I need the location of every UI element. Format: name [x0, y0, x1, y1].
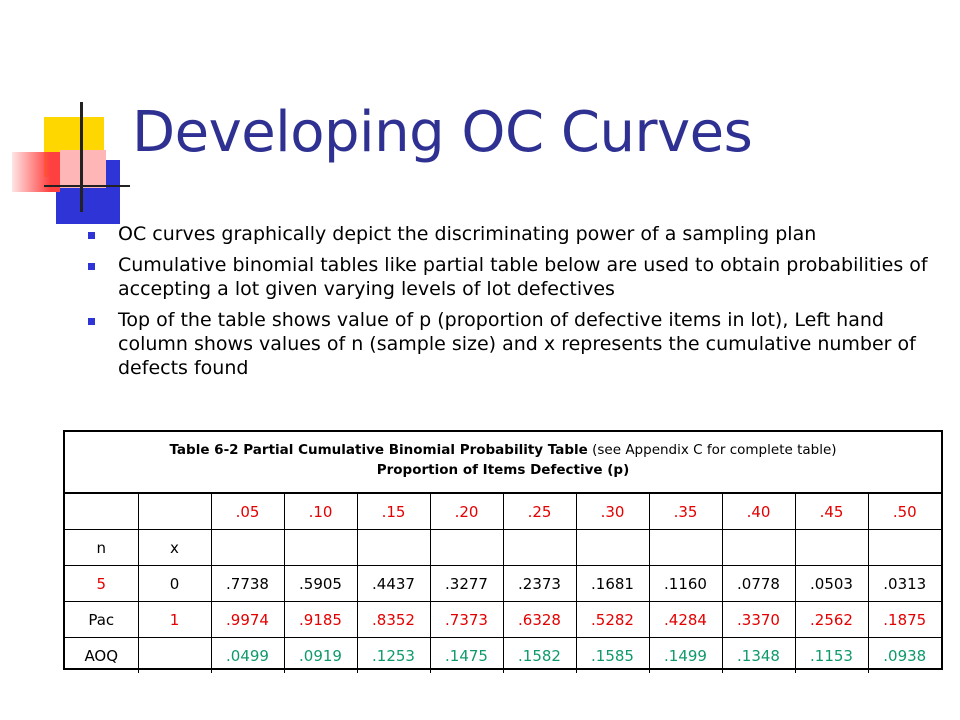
table-cell: .15 [357, 494, 430, 530]
table-cell: .0313 [868, 566, 941, 602]
corner-decoration [0, 0, 140, 230]
table-cell [868, 530, 941, 566]
table-cell [284, 530, 357, 566]
table-cell: .0919 [284, 638, 357, 674]
table-cell: .0778 [722, 566, 795, 602]
caption-bold: Table 6-2 Partial Cumulative Binomial Probability Table [169, 442, 588, 458]
table-cell: .8352 [357, 602, 430, 638]
table-cell [576, 530, 649, 566]
table-cell: 0 [138, 566, 211, 602]
bullet-text: Cumulative binomial tables like partial table below are used to obtain probabilities of accepting a lot given varying levels of lot defectives [118, 254, 928, 300]
table-cell: .1582 [503, 638, 576, 674]
table-cell [722, 530, 795, 566]
bullet-text: Top of the table shows value of p (proportion of defective items in lot), Left hand column shows values of n (sample size) and x represents the cumulative number of defects found [118, 309, 916, 379]
table-row-nx [65, 530, 941, 566]
table-cell: .1585 [576, 638, 649, 674]
table-cell: Pac [65, 602, 138, 638]
table-cell: .30 [576, 494, 649, 530]
table-cell: 5 [65, 566, 138, 602]
table-cell: n [65, 530, 138, 566]
decor-horizontal-line [44, 185, 130, 187]
table-row [65, 566, 941, 602]
table-cell [138, 638, 211, 674]
table-cell: .35 [649, 494, 722, 530]
table-cell: .7738 [211, 566, 284, 602]
table-cell: .1153 [795, 638, 868, 674]
table-cell: .3277 [430, 566, 503, 602]
caption-note: (see Appendix C for complete table) [587, 442, 837, 458]
probability-table [65, 494, 941, 673]
table-cell [211, 530, 284, 566]
table-cell [503, 530, 576, 566]
table-cell [430, 530, 503, 566]
bullet-item [88, 253, 950, 301]
table-cell: .0499 [211, 638, 284, 674]
bullet-icon [88, 263, 95, 270]
bullet-icon [88, 318, 95, 325]
table-cell [649, 530, 722, 566]
table-row-p [65, 494, 941, 530]
caption-subtitle: Proportion of Items Defective (p) [376, 462, 630, 478]
decor-vertical-line [80, 102, 83, 212]
binomial-table [63, 430, 943, 670]
table-cell: .20 [430, 494, 503, 530]
table-cell [795, 530, 868, 566]
table-cell: AOQ [65, 638, 138, 674]
table-caption [65, 432, 941, 494]
table-cell: .45 [795, 494, 868, 530]
table-cell: .1681 [576, 566, 649, 602]
table-cell: .50 [868, 494, 941, 530]
table-cell: .1475 [430, 638, 503, 674]
table-cell: .1499 [649, 638, 722, 674]
table-cell: 1 [138, 602, 211, 638]
table-cell: .4437 [357, 566, 430, 602]
bullet-item [88, 222, 950, 246]
table-cell [138, 494, 211, 530]
table-cell: x [138, 530, 211, 566]
table-cell: .5905 [284, 566, 357, 602]
table-cell: .0938 [868, 638, 941, 674]
table-cell [65, 494, 138, 530]
bullet-list [88, 222, 950, 387]
table-cell: .10 [284, 494, 357, 530]
table-cell: .3370 [722, 602, 795, 638]
table-row [65, 638, 941, 674]
bullet-text: OC curves graphically depict the discriminating power of a sampling plan [118, 223, 817, 245]
slide-title: Developing OC Curves [132, 100, 753, 165]
table-cell: .2562 [795, 602, 868, 638]
table-cell: .2373 [503, 566, 576, 602]
table-cell: .1348 [722, 638, 795, 674]
table-cell: .7373 [430, 602, 503, 638]
table-cell: .9974 [211, 602, 284, 638]
table-cell: .5282 [576, 602, 649, 638]
table-cell: .4284 [649, 602, 722, 638]
table-cell: .6328 [503, 602, 576, 638]
table-cell: .40 [722, 494, 795, 530]
pink-square [60, 150, 106, 188]
table-row [65, 602, 941, 638]
table-cell: .9185 [284, 602, 357, 638]
table-cell: .0503 [795, 566, 868, 602]
table-cell: .25 [503, 494, 576, 530]
table-cell: .1160 [649, 566, 722, 602]
table-cell: .1253 [357, 638, 430, 674]
table-cell: .1875 [868, 602, 941, 638]
table-cell: .05 [211, 494, 284, 530]
table-cell [357, 530, 430, 566]
bullet-item [88, 308, 950, 380]
bullet-icon [88, 232, 95, 239]
